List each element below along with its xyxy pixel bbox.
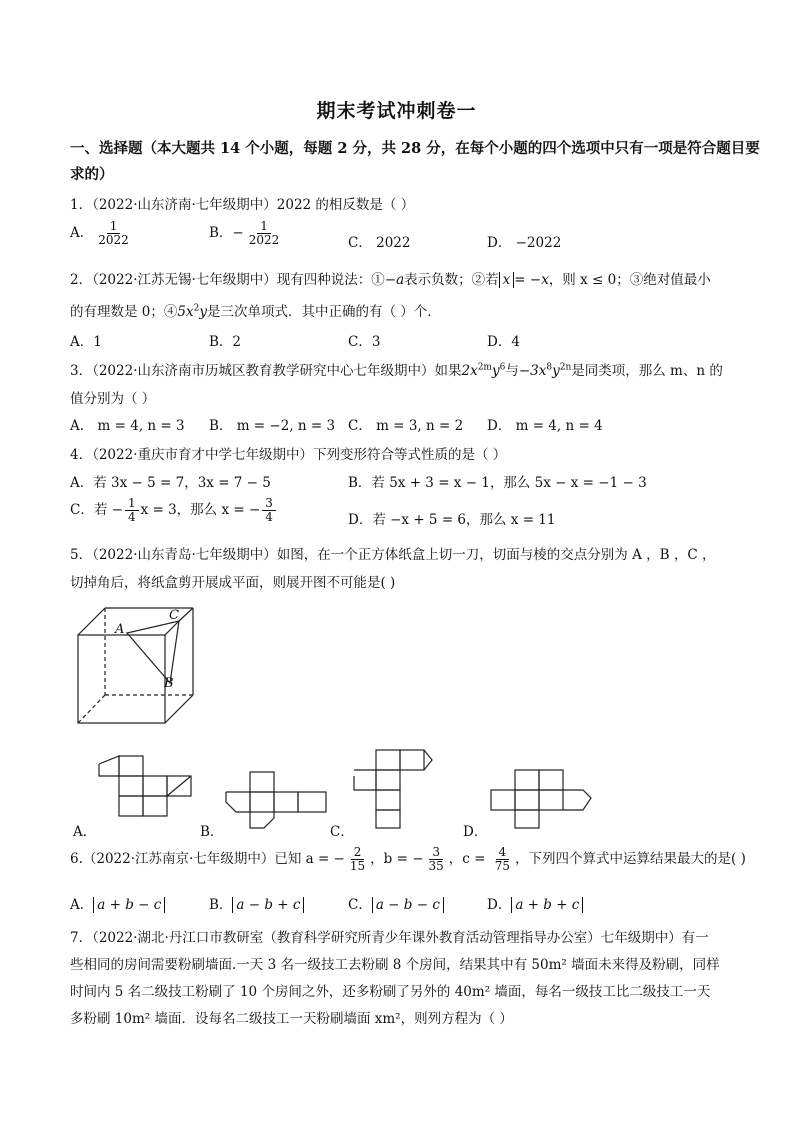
net-option-d-figure — [487, 768, 597, 832]
q4-option-a: A．若 3x − 5 = 7，3x = 7 − 5 — [70, 475, 271, 491]
question-5-line2: 切掉角后，将纸盒剪开展成平面，则展开图不可能是( ) — [70, 575, 396, 591]
q4-option-d: D．若 −x + 5 = 6，那么 x = 11 — [348, 512, 556, 528]
question-3-line1 — [70, 359, 723, 379]
math: y — [491, 363, 500, 379]
q2-option-b: B．2 — [209, 334, 242, 350]
cube-figure — [75, 605, 205, 727]
option-label: B． — [209, 897, 233, 913]
math-abs: a − b + c — [232, 897, 304, 913]
net-option-b-figure — [222, 770, 332, 832]
net-option-a-figure — [95, 754, 205, 820]
net-square — [491, 790, 515, 810]
math-abs: x — [499, 272, 515, 288]
fraction — [492, 846, 513, 873]
q1-option-d: D． −2022 — [487, 235, 562, 251]
net-square — [376, 770, 400, 790]
denominator: 15 — [349, 859, 366, 874]
net-square — [298, 792, 326, 812]
net-square — [119, 756, 143, 776]
numerator: 3 — [429, 846, 443, 860]
option-label: B． — [209, 225, 233, 242]
cube-edge — [78, 608, 105, 635]
numerator: 3 — [262, 497, 276, 511]
fraction — [95, 220, 132, 247]
question-7-line4: 多粉刷 10m² 墙面．设每名二级技工一天粉刷墙面 xm²，则列方程为（ ） — [70, 1011, 513, 1027]
denominator: 2022 — [248, 233, 280, 248]
net-cut-square — [354, 770, 376, 790]
cube-front-face — [78, 635, 165, 723]
option-label: A． — [70, 225, 94, 242]
q4-option-c — [70, 497, 278, 524]
question-2-line1 — [70, 268, 711, 288]
question-7-line3: 时间内 5 名二级技工粉刷了 10 个房间之外，还多粉刷了另外的 40m² 墙面，每名一级技工比二级技工一天 — [70, 984, 711, 1000]
question-6-text — [70, 846, 746, 873]
text: ，下列四个算式中运算结果最大的是( ) — [515, 851, 746, 868]
math-sup: 8 — [546, 362, 553, 373]
q2-option-d: D．4 — [487, 334, 520, 350]
net-cut-line — [167, 776, 191, 796]
net-square — [119, 796, 143, 816]
fraction — [125, 497, 139, 524]
text: C．若 − — [70, 502, 123, 519]
math: 2x — [461, 363, 478, 379]
section-heading-line2: 求的） — [70, 166, 114, 183]
net-square — [143, 776, 167, 796]
net-square — [376, 790, 400, 810]
math-abs: a − b − c — [372, 897, 444, 913]
net-square — [515, 790, 539, 810]
cube-hidden-edge — [78, 695, 105, 723]
net-square — [250, 792, 274, 812]
q3-option-b: B． m = −2, n = 3 — [209, 418, 336, 434]
text: 3．（2022·山东济南市历城区教育教学研究中心七年级期中）如果 — [70, 363, 462, 379]
section-heading-line1: 一、选择题（本大题共 14 个小题，每题 2 分，共 28 分，在每个小题的四个选项中只有一项是符合题目要 — [70, 140, 760, 157]
math-sup: 2m — [477, 362, 492, 373]
math: 5x — [177, 304, 194, 320]
math-sup: 6 — [499, 362, 506, 373]
math: −a — [384, 272, 405, 288]
net-cut-square — [250, 812, 274, 828]
option-label: D． — [487, 897, 512, 913]
math-sup: 2 — [193, 303, 200, 314]
q5-option-a: A． — [73, 824, 97, 840]
net-cut-square — [99, 756, 119, 776]
text: 表示负数；②若 — [404, 272, 499, 288]
q4-option-b: B．若 5x + 3 = x − 1，那么 5x − x = −1 − 3 — [348, 475, 647, 491]
net-square — [515, 770, 539, 790]
text: ，c = — [448, 851, 490, 868]
net-square — [515, 810, 539, 828]
cut-triangle — [127, 621, 179, 683]
q6-option-d — [487, 893, 583, 913]
numerator: 2 — [351, 846, 365, 860]
denominator: 75 — [494, 859, 511, 874]
question-7-line1: 7．（2022·湖北·丹江口市教研室（教育科学研究所青少年课外教育活动管理指导办公室）七年级期中）有一 — [70, 930, 709, 946]
denominator: 4 — [127, 510, 136, 525]
net-option-c-figure — [350, 746, 440, 832]
fraction — [262, 497, 276, 524]
denominator: 4 — [265, 510, 273, 525]
q2-option-c: C．3 — [348, 334, 381, 350]
question-3-line2: 值分别为（ ） — [70, 391, 156, 407]
q1-option-a — [70, 220, 134, 247]
q5-option-d: D． — [463, 824, 488, 840]
denominator: 2022 — [98, 233, 129, 248]
math: y — [552, 363, 560, 379]
net-cut-square — [424, 750, 432, 770]
net-square — [119, 776, 143, 796]
net-square — [143, 796, 167, 816]
net-square — [274, 792, 298, 812]
text: ，b = − — [370, 851, 424, 868]
point-c-label: C — [169, 608, 179, 623]
q6-option-a — [70, 893, 165, 913]
sign: − — [232, 225, 244, 242]
math-abs: a + b − c — [93, 897, 165, 913]
net-square — [250, 772, 274, 792]
question-5-line1: 5．（2022·山东青岛·七年级期中）如图，在一个正方体纸盒上切一刀，切面与棱的交点分别为 A ，B ，C ， — [70, 547, 716, 563]
page-title: 期末考试冲刺卷一 — [316, 100, 477, 122]
numerator: 4 — [496, 846, 510, 860]
q3-option-c: C． m = 3, n = 2 — [348, 418, 464, 434]
text: 与 — [505, 363, 519, 379]
question-1-text: 1．（2022·山东济南·七年级期中）2022 的相反数是（ ） — [70, 197, 415, 213]
q1-option-c: C． 2022 — [348, 235, 411, 251]
net-square — [539, 790, 563, 810]
cube-edge — [179, 608, 193, 621]
net-square — [400, 750, 424, 770]
text: 6.（2022·江苏南京·七年级期中）已知 a = − — [70, 851, 345, 868]
q6-option-c — [348, 893, 444, 913]
question-4-text: 4．（2022·重庆市育才中学七年级期中）下列变形符合等式性质的是（ ） — [70, 447, 507, 463]
net-square — [376, 750, 400, 770]
net-cut-square — [563, 790, 591, 810]
net-square — [376, 810, 400, 828]
q6-option-b — [209, 893, 304, 913]
net-cut-square — [226, 792, 250, 812]
text: x = 3，那么 x = − — [140, 502, 261, 519]
question-7-line2: 些相同的房间需要粉刷墙面.一天 3 名一级技工去粉刷 8 个房间，结果其中有 50m² 墙面未来得及粉刷，同样 — [70, 957, 720, 973]
q2-option-a: A．1 — [70, 334, 102, 350]
text: 的有理数是 0；④ — [70, 304, 178, 320]
fraction — [347, 846, 368, 873]
text: 是三次单项式．其中正确的有（ ）个． — [206, 304, 441, 320]
q5-option-b: B． — [200, 824, 224, 840]
fraction — [246, 220, 283, 247]
point-b-label: B — [164, 676, 174, 691]
math-abs: a + b + c — [511, 897, 583, 913]
cube-edge — [165, 695, 193, 723]
text: 是同类项，那么 m、n 的 — [571, 363, 723, 379]
text: 2．（2022·江苏无锡·七年级期中）现有四种说法：① — [70, 272, 385, 288]
point-a-label: A — [115, 622, 125, 637]
option-label: A． — [70, 897, 94, 913]
numerator: 1 — [107, 220, 121, 234]
q3-option-a: A． m = 4, n = 3 — [70, 418, 185, 434]
math: = −x — [514, 272, 549, 288]
question-2-line2 — [70, 300, 441, 320]
q1-option-b — [209, 220, 284, 247]
math: y — [199, 304, 207, 320]
numerator: 1 — [257, 220, 271, 234]
fraction — [426, 846, 447, 873]
numerator: 1 — [125, 497, 139, 511]
math-sup: 2n — [559, 362, 572, 373]
net-square — [539, 770, 563, 790]
q3-option-d: D． m = 4, n = 4 — [487, 418, 603, 434]
denominator: 35 — [428, 859, 444, 874]
math: −3x — [518, 363, 547, 379]
q5-option-c: C． — [330, 824, 354, 840]
text: ，则 x ≤ 0；③绝对值最小 — [548, 272, 711, 288]
option-label: C． — [348, 897, 372, 913]
